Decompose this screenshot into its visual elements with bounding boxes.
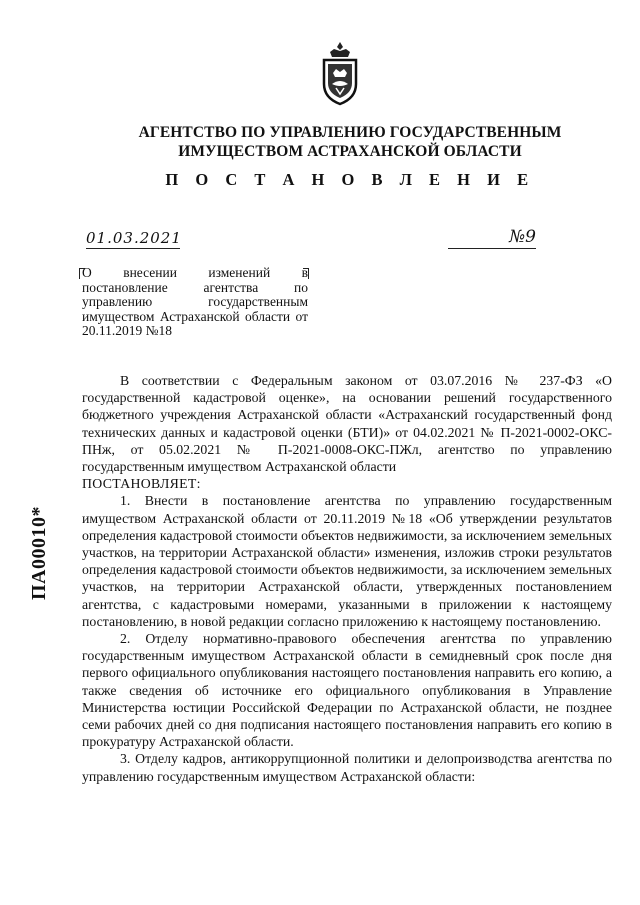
document-type: П О С Т А Н О В Л Е Н И Е xyxy=(165,170,535,189)
item-2-paragraph: 2. Отделу нормативно-правового обеспечения агентства по управлению государственным имуществом Астраханской области в семидневный срок после дня первого официального опубликования настоящего постановления направить его копию, а также сведения об источнике его официального опубликования в Управление Министерства юстиции Российской Федерации по Астраханской области, не позднее семи рабочих дней со дня подписания настоящего постановления направить его копию в прокуратуру Астраханской области. xyxy=(82,631,612,750)
item-1-paragraph: 1. Внести в постановление агентства по управлению государственным имуществом Астраханской области от 20.11.2019 №18 «Об утверждении результатов определения кадастровой стоимости объектов недвижимости, за исключением земельных участков, на территории Астраханской области» изменения, изложив строки результатов определения кадастровой стоимости объектов недвижимости, за исключением земельных участков, на территории Астраханской области, утвержденных постановлением агентства, с кадастровыми номерами, указанными в приложении к настоящему постановлению, в новой редакции согласно приложению к настоящему постановлению. xyxy=(82,493,612,629)
agency-title-line1: АГЕНТСТВО ПО УПРАВЛЕНИЮ ГОСУДАРСТВЕННЫМ xyxy=(138,124,562,141)
agency-title-line2: ИМУЩЕСТВОМ АСТРАХАНСКОЙ ОБЛАСТИ xyxy=(178,143,522,160)
preamble-text: В соответствии с Федеральным законом от 03.07.2016 № 237-ФЗ «О государственной кадастровой оценке», на основании решений государственного бюджетного учреждения Астраханской области «Астраханский государственный фонд технических данных и кадастровой оценки (БТИ)» от 04.02.2021 № П-2021-0002-ОКС-ПНж, от 05.02.2021 № П-2021-0008-ОКС-ПЖл, агентство по управлению государственным имуществом Астраханской области xyxy=(82,373,612,475)
decree-word: ПОСТАНОВЛЯЕТ: xyxy=(82,476,201,492)
agency-title xyxy=(80,123,620,161)
document-subject: О внесении изменений в постановление агентства по управлению государственным имуществом Астраханской области от 20.11.2019 №18 xyxy=(82,265,308,338)
decree-paragraph xyxy=(82,475,612,492)
vertical-registration-code: ПА00010* xyxy=(28,506,50,600)
handwritten-date: 01.03.2021 xyxy=(86,229,182,247)
document-body xyxy=(82,372,612,785)
preamble-paragraph xyxy=(82,372,612,475)
coat-of-arms-icon xyxy=(318,40,362,106)
item-3-paragraph: 3. Отделу кадров, антикоррупционной политики и делопроизводства агентства по управлению государственным имуществом Астраханской области: xyxy=(82,751,612,784)
handwritten-number: №9 xyxy=(448,227,536,249)
